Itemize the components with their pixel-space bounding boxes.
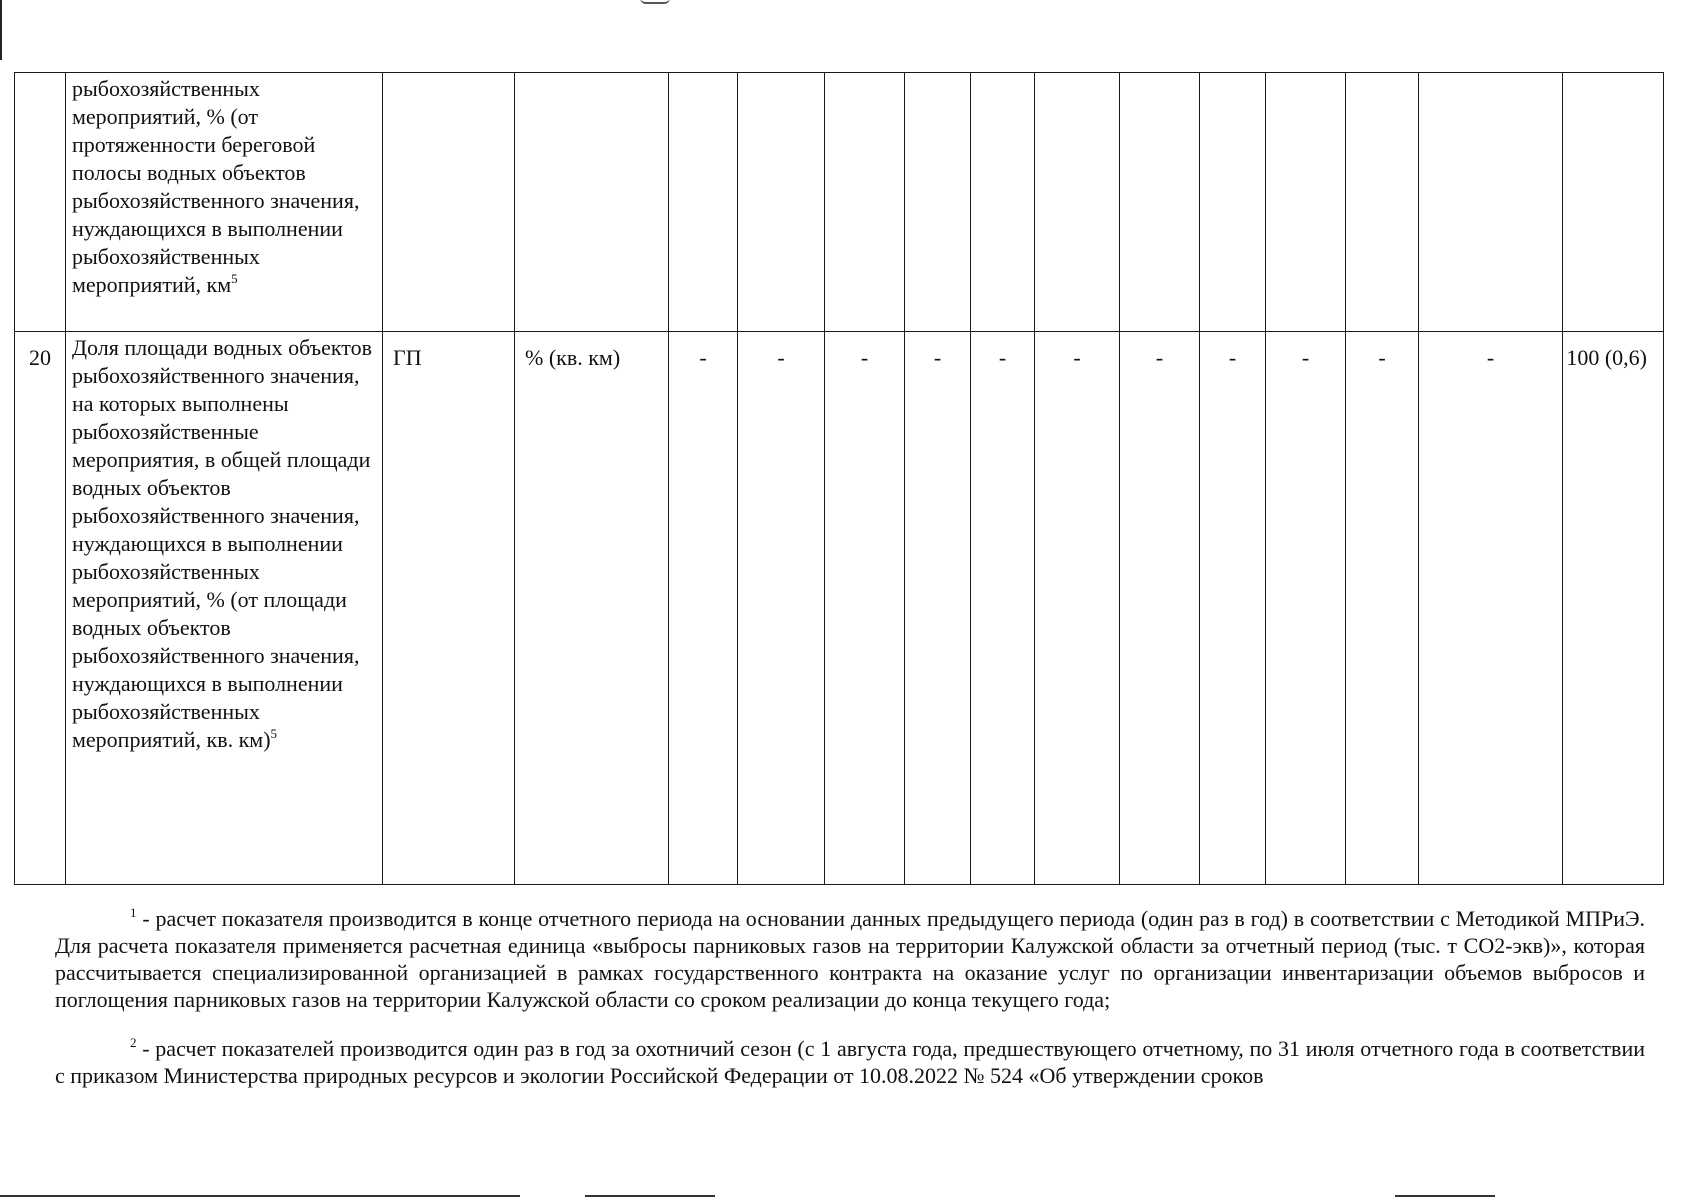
footnote-text: - расчет показателей производится один раз в год за охотничий сезон (с 1 августа года, предшествующего отчетному, по 31 июля отчетного года в соответствии с приказом Министерства природных ресурсов и экологии Российской Федерации от 10.08.2022 № 524 «Об утверждении сроков	[55, 1036, 1645, 1088]
value-cell	[825, 73, 905, 332]
value-cell	[1266, 73, 1346, 332]
indicators-table	[14, 72, 1664, 885]
indicator-unit: % (кв. км)	[515, 332, 669, 885]
footnote	[55, 905, 1645, 1013]
value-cell	[905, 73, 971, 332]
footnote-mark: 2	[130, 1035, 137, 1050]
scan-bottom-line	[0, 1195, 520, 1197]
value-cell: -	[1346, 332, 1419, 885]
table-row	[15, 73, 1664, 332]
target-value-cell	[1563, 73, 1664, 332]
indicator-unit	[515, 73, 669, 332]
scan-edge-line	[0, 0, 2, 60]
row-number: 20	[15, 332, 66, 885]
value-cell: -	[1419, 332, 1563, 885]
value-cell: -	[738, 332, 825, 885]
row-number	[15, 73, 66, 332]
scan-top-mark	[640, 0, 670, 4]
footnote	[55, 1035, 1645, 1089]
footnotes	[55, 905, 1645, 1089]
value-cell	[1200, 73, 1266, 332]
value-cell: -	[1200, 332, 1266, 885]
scan-bottom-line	[1395, 1195, 1495, 1197]
indicator-name: Доля площади водных объектов рыбохозяйственного значения, на которых выполнены рыбохозяйственные мероприятия, в общей площади водных объектов рыбохозяйственного значения, нуждающихся в выполнении рыбохозяйственных мероприятий, % (от площади водных объектов рыбохозяйственного значения, нуждающихся в выполнении рыбохозяйственных мероприятий, кв. км)$^5$	[66, 332, 383, 885]
value-cell	[669, 73, 738, 332]
value-cell: -	[669, 332, 738, 885]
value-cell	[1120, 73, 1200, 332]
value-cell	[1346, 73, 1419, 332]
value-cell: -	[825, 332, 905, 885]
footnote-ref: 5	[231, 271, 238, 286]
footnote-ref: 5	[270, 726, 278, 741]
indicator-type	[383, 73, 515, 332]
indicator-name: рыбохозяйственных мероприятий, % (от протяженности береговой полосы водных объектов рыбохозяйственного значения, нуждающихся в выполнении рыбохозяйственных мероприятий, $км^5$	[66, 73, 383, 332]
value-cell: -	[1266, 332, 1346, 885]
value-cell: -	[905, 332, 971, 885]
value-cell	[738, 73, 825, 332]
value-cell	[971, 73, 1035, 332]
footnote-mark: 1	[130, 905, 137, 920]
table-row	[15, 332, 1664, 885]
value-cell: -	[1035, 332, 1120, 885]
indicator-type: ГП	[383, 332, 515, 885]
footnote-text: - расчет показателя производится в конце отчетного периода на основании данных предыдущего периода (один раз в год) в соответствии с Методикой МПРиЭ. Для расчета показателя применяется расчетная единица «выбросы парниковых газов на территории Калужской области за отчетный период (тыс. т СО2-экв)», которая рассчитывается специализированной организацией в рамках государственного контракта на оказание услуг по организации инвентаризации объемов выбросов и поглощения парниковых газов на территории Калужской области со сроком реализации до конца текущего года;	[55, 906, 1645, 1012]
value-cell	[1419, 73, 1563, 332]
scan-bottom-line	[585, 1195, 715, 1197]
value-cell	[1035, 73, 1120, 332]
value-cell: -	[971, 332, 1035, 885]
target-value-cell: 100 (0,6)	[1563, 332, 1664, 885]
value-cell: -	[1120, 332, 1200, 885]
